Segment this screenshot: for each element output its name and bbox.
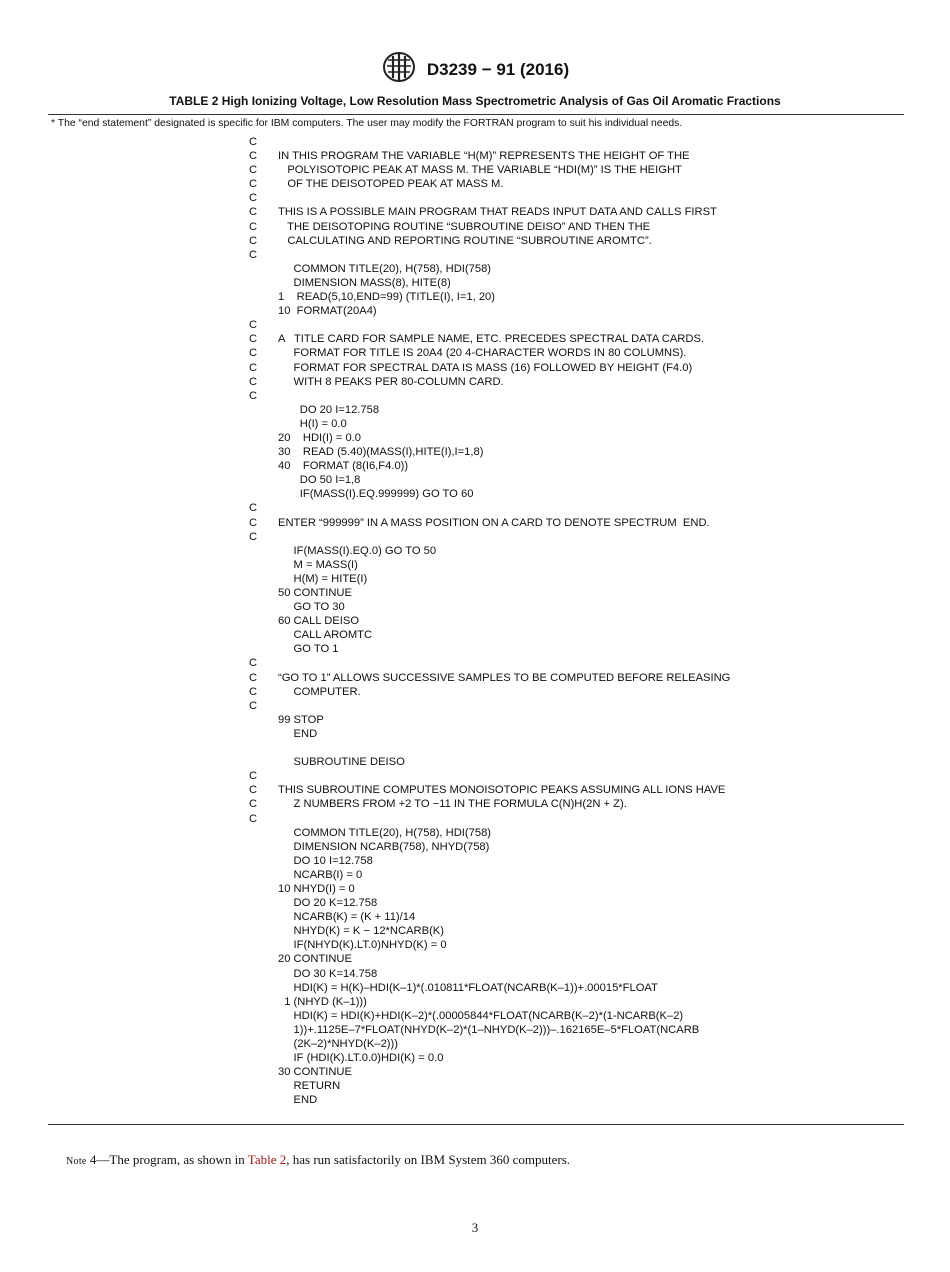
comment-marker: C: [249, 192, 258, 205]
comment-marker: C: [249, 812, 258, 825]
comment-marker: C: [249, 347, 258, 360]
code-text: 50 CONTINUE: [278, 587, 352, 599]
code-text: IF(NHYD(K).LT.0)NHYD(K) = 0: [278, 939, 447, 952]
note-text-end: , has run satisfactorily on IBM System 360 computers.: [286, 1152, 571, 1167]
comment-marker: C: [249, 389, 258, 402]
code-text: HDI(K) = HDI(K)+HDI(K–2)*(.00005844*FLOAT(NCARB(K–2)*(1-NCARB(K–2): [278, 1009, 684, 1022]
code-text: H(M) = HITE(I): [278, 572, 368, 585]
code-text: (2K–2)*NHYD(K–2))): [278, 1038, 398, 1050]
code-text: THIS IS A POSSIBLE MAIN PROGRAM THAT READS INPUT DATA AND CALLS FIRST: [278, 206, 717, 219]
code-text: COMMON TITLE(20), H(758), HDI(758): [278, 826, 492, 839]
comment-marker: C: [249, 136, 258, 148]
code-text: THE DEISOTOPING ROUTINE “SUBROUTINE DEISO” AND THEN THE: [278, 220, 651, 233]
comment-marker: C: [249, 770, 258, 783]
code-text: 10 FORMAT(20A4): [278, 305, 377, 318]
code-text: Z NUMBERS FROM +2 TO −11 IN THE FORMULA C(N)H(2N + Z).: [278, 798, 627, 811]
code-text: H(I) = 0.0: [278, 417, 347, 430]
code-text: IF(MASS(I).EQ.0) GO TO 50: [278, 544, 437, 557]
comment-marker: C: [249, 150, 258, 163]
code-text: 60 CALL DEISO: [278, 615, 360, 628]
table-2-link[interactable]: Table 2: [247, 1152, 287, 1167]
comment-marker: C: [249, 784, 258, 797]
comment-marker: C: [249, 164, 258, 177]
code-text: 30 CONTINUE: [278, 1066, 352, 1079]
code-text: END: [278, 727, 318, 740]
code-text: NCARB(I) = 0: [278, 868, 363, 881]
comment-marker: C: [249, 206, 258, 219]
code-text: OF THE DEISOTOPED PEAK AT MASS M.: [278, 178, 504, 191]
page-header: [0, 52, 950, 87]
comment-marker: C: [249, 657, 258, 670]
code-text: FORMAT FOR SPECTRAL DATA IS MASS (16) FOLLOWED BY HEIGHT (F4.0): [278, 361, 693, 374]
code-text: GO TO 1: [278, 643, 339, 656]
code-text: HDI(K) = H(K)–HDI(K–1)*(.010811*FLOAT(NCARB(K–1))+.00015*FLOAT: [278, 981, 658, 994]
code-text: NHYD(K) = K − 12*NCARB(K): [278, 925, 444, 938]
comment-marker: C: [249, 530, 258, 543]
code-text: 20 HDI(I) = 0.0: [278, 431, 362, 444]
comment-marker: C: [249, 671, 258, 684]
code-text: RETURN: [278, 1080, 341, 1093]
code-text: M = MASS(I): [278, 558, 358, 571]
code-text: COMPUTER.: [278, 685, 361, 698]
comment-marker: C: [249, 319, 258, 332]
code-text: ENTER “999999” IN A MASS POSITION ON A CARD TO DENOTE SPECTRUM END.: [278, 516, 710, 529]
note-label: Note: [66, 1156, 87, 1167]
code-text: 99 STOP: [278, 713, 324, 726]
table-footnote: * The “end statement” designated is specific for IBM computers. The user may modify the FORTRAN program to suit his individual needs.: [51, 118, 683, 129]
code-text: DIMENSION NCARB(758), NHYD(758): [278, 840, 490, 853]
code-text: GO TO 30: [278, 601, 345, 614]
note-4: [66, 1152, 570, 1168]
code-text: DO 20 K=12.758: [278, 897, 378, 910]
code-text: 10 NHYD(I) = 0: [278, 882, 355, 895]
comment-marker: C: [249, 234, 258, 247]
comment-marker: C: [249, 502, 258, 515]
code-text: DO 30 K=14.758: [278, 967, 378, 980]
code-text: 1))+.1125E–7*FLOAT(NHYD(K–2)*(1–NHYD(K–2)))–.162165E–5*FLOAT(NCARB: [278, 1023, 700, 1036]
comment-marker: C: [249, 178, 258, 191]
code-text: WITH 8 PEAKS PER 80-COLUMN CARD.: [278, 375, 504, 388]
code-text: 1 (NHYD (K–1))): [278, 995, 367, 1008]
code-text: END: [278, 1094, 318, 1107]
code-text: IN THIS PROGRAM THE VARIABLE “H(M)” REPRESENTS THE HEIGHT OF THE: [278, 150, 690, 163]
code-text: CALL AROMTC: [278, 629, 373, 642]
comment-marker: C: [249, 685, 258, 698]
code-text: 30 READ (5.40)(MASS(I),HITE(I),I=1,8): [278, 446, 484, 459]
code-text: IF (HDI(K).LT.0.0)HDI(K) = 0.0: [278, 1052, 444, 1065]
comment-marker: C: [249, 333, 258, 346]
top-rule: [48, 114, 904, 115]
code-text: DO 20 I=12.758: [278, 403, 380, 416]
code-text: 1 READ(5,10,END=99) (TITLE(I), I=1, 20): [278, 291, 495, 304]
document-id: D3239 − 91 (2016): [426, 59, 570, 79]
code-text: “GO TO 1” ALLOWS SUCCESSIVE SAMPLES TO BE COMPUTED BEFORE RELEASING: [278, 671, 731, 684]
bottom-rule: [48, 1124, 904, 1125]
comment-marker: C: [249, 375, 258, 388]
note-text-start: 4—The program, as shown in: [86, 1152, 248, 1167]
code-text: DO 10 I=12.758: [278, 854, 373, 867]
comment-marker: C: [249, 699, 258, 712]
code-text: FORMAT FOR TITLE IS 20A4 (20 4-CHARACTER WORDS IN 80 COLUMNS).: [278, 347, 687, 360]
code-text: COMMON TITLE(20), H(758), HDI(758): [278, 262, 492, 275]
code-text: THIS SUBROUTINE COMPUTES MONOISOTOPIC PEAKS ASSUMING ALL IONS HAVE: [278, 784, 726, 797]
comment-marker: C: [249, 798, 258, 811]
comment-marker: C: [249, 516, 258, 529]
code-text: IF(MASS(I).EQ.999999) GO TO 60: [278, 488, 474, 501]
code-text: DIMENSION MASS(8), HITE(8): [278, 276, 451, 289]
code-text: POLYISOTOPIC PEAK AT MASS M. THE VARIABLE “HDI(M)” IS THE HEIGHT: [278, 164, 682, 177]
code-text: CALCULATING AND REPORTING ROUTINE “SUBROUTINE AROMTC”.: [278, 234, 652, 247]
comment-marker: C: [249, 361, 258, 374]
code-text: 40 FORMAT (8(I6,F4.0)): [278, 460, 409, 473]
page-number: 3: [471, 1220, 479, 1235]
astm-logo-icon: [381, 52, 417, 87]
code-text: 20 CONTINUE: [278, 953, 352, 966]
code-text: DO 50 I=1,8: [278, 474, 361, 487]
code-text: NCARB(K) = (K + 11)/14: [278, 911, 416, 924]
comment-marker: C: [249, 248, 258, 261]
code-text: A TITLE CARD FOR SAMPLE NAME, ETC. PRECEDES SPECTRAL DATA CARDS.: [278, 333, 705, 346]
comment-marker: C: [249, 220, 258, 233]
code-text: SUBROUTINE DEISO: [278, 756, 405, 769]
table-caption: TABLE 2 High Ionizing Voltage, Low Resolution Mass Spectrometric Analysis of Gas Oil Aromatic Fractions: [169, 94, 781, 108]
